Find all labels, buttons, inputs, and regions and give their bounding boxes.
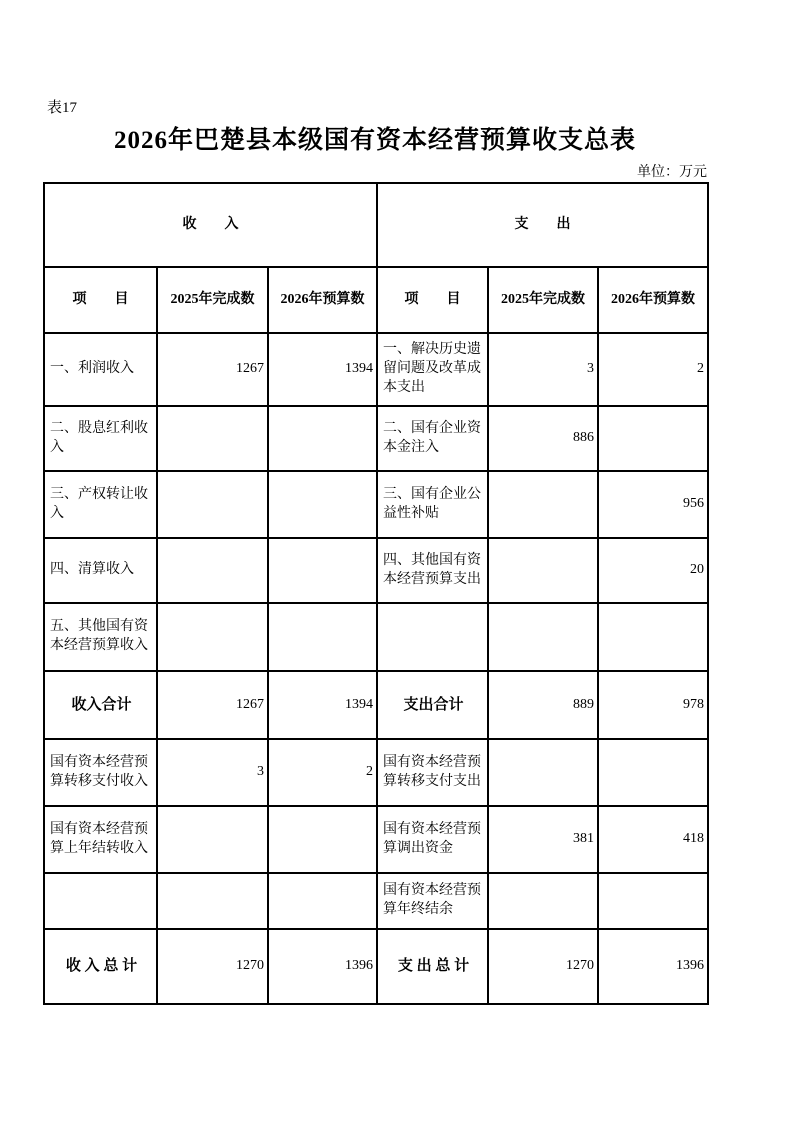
exp-2025-header: 2025年完成数 [488, 267, 598, 333]
exp-2025-cell: 3 [488, 333, 598, 406]
table-row [44, 538, 708, 603]
table-row [44, 603, 708, 671]
exp-item-cell: 一、解决历史遗留问题及改革成本支出 [377, 333, 488, 406]
rev-2025-header: 2025年完成数 [157, 267, 268, 333]
table-number-label: 表17 [47, 100, 78, 116]
table-row [44, 333, 708, 406]
rev-item-cell [44, 873, 157, 929]
exp-2026-cell: 2 [598, 333, 708, 406]
rev-2025-cell: 3 [157, 739, 268, 806]
rev-2026-cell [268, 471, 377, 538]
rev-2026-cell [268, 603, 377, 671]
rev-2025-cell [157, 806, 268, 873]
rev-item-cell: 国有资本经营预算转移支付收入 [44, 739, 157, 806]
rev-2026-cell: 1394 [268, 671, 377, 739]
exp-2026-cell: 20 [598, 538, 708, 603]
exp-2026-cell: 956 [598, 471, 708, 538]
exp-total-label: 支 出 总 计 [377, 929, 488, 1004]
exp-2025-cell [488, 538, 598, 603]
exp-2026-cell: 978 [598, 671, 708, 739]
budget-table [43, 182, 709, 1005]
page-title: 2026年巴楚县本级国有资本经营预算收支总表 [113, 127, 636, 154]
exp-item-cell [377, 603, 488, 671]
rev-item-header: 项 目 [44, 267, 157, 333]
exp-2026-cell [598, 739, 708, 806]
table-row [44, 406, 708, 471]
exp-subtotal-label: 支出合计 [377, 671, 488, 739]
rev-2025-cell: 1267 [157, 671, 268, 739]
rev-2026-cell: 2 [268, 739, 377, 806]
rev-2026-cell [268, 806, 377, 873]
table-row [44, 873, 708, 929]
rev-2025-cell: 1267 [157, 333, 268, 406]
exp-2026-cell [598, 873, 708, 929]
rev-item-cell: 五、其他国有资本经营预算收入 [44, 603, 157, 671]
exp-2026-cell [598, 406, 708, 471]
exp-2026-header: 2026年预算数 [598, 267, 708, 333]
column-header-row [44, 267, 708, 333]
exp-2025-cell [488, 603, 598, 671]
exp-item-cell: 国有资本经营预算调出资金 [377, 806, 488, 873]
exp-2025-cell: 1270 [488, 929, 598, 1004]
exp-2026-cell [598, 603, 708, 671]
rev-item-cell: 一、利润收入 [44, 333, 157, 406]
rev-2026-cell: 1394 [268, 333, 377, 406]
rev-2025-cell [157, 603, 268, 671]
rev-2026-cell: 1396 [268, 929, 377, 1004]
rev-2025-cell [157, 538, 268, 603]
exp-item-cell: 国有资本经营预算年终结余 [377, 873, 488, 929]
table-row [44, 739, 708, 806]
exp-2026-cell: 1396 [598, 929, 708, 1004]
rev-item-cell: 三、产权转让收入 [44, 471, 157, 538]
rev-subtotal-label: 收入合计 [44, 671, 157, 739]
rev-2025-cell [157, 471, 268, 538]
exp-2025-cell [488, 873, 598, 929]
exp-item-cell: 国有资本经营预算转移支付支出 [377, 739, 488, 806]
exp-item-header: 项 目 [377, 267, 488, 333]
table-row [44, 806, 708, 873]
table-row [44, 471, 708, 538]
section-header-row [44, 183, 708, 267]
exp-2025-cell [488, 471, 598, 538]
exp-item-cell: 三、国有企业公益性补贴 [377, 471, 488, 538]
revenue-section-header: 收 入 [44, 183, 377, 267]
exp-2025-cell: 381 [488, 806, 598, 873]
rev-2026-cell [268, 873, 377, 929]
exp-2025-cell [488, 739, 598, 806]
exp-2026-cell: 418 [598, 806, 708, 873]
rev-2026-header: 2026年预算数 [268, 267, 377, 333]
grand-total-row [44, 929, 708, 1004]
rev-2025-cell [157, 406, 268, 471]
exp-item-cell: 二、国有企业资本金注入 [377, 406, 488, 471]
expenditure-section-header: 支 出 [377, 183, 708, 267]
subtotal-row [44, 671, 708, 739]
rev-2026-cell [268, 406, 377, 471]
rev-2025-cell: 1270 [157, 929, 268, 1004]
exp-2025-cell: 889 [488, 671, 598, 739]
rev-item-cell: 国有资本经营预算上年结转收入 [44, 806, 157, 873]
rev-2025-cell [157, 873, 268, 929]
rev-2026-cell [268, 538, 377, 603]
rev-total-label: 收 入 总 计 [44, 929, 157, 1004]
rev-item-cell: 四、清算收入 [44, 538, 157, 603]
exp-item-cell: 四、其他国有资本经营预算支出 [377, 538, 488, 603]
unit-label: 单位：万元 [637, 165, 707, 180]
rev-item-cell: 二、股息红利收入 [44, 406, 157, 471]
exp-2025-cell: 886 [488, 406, 598, 471]
